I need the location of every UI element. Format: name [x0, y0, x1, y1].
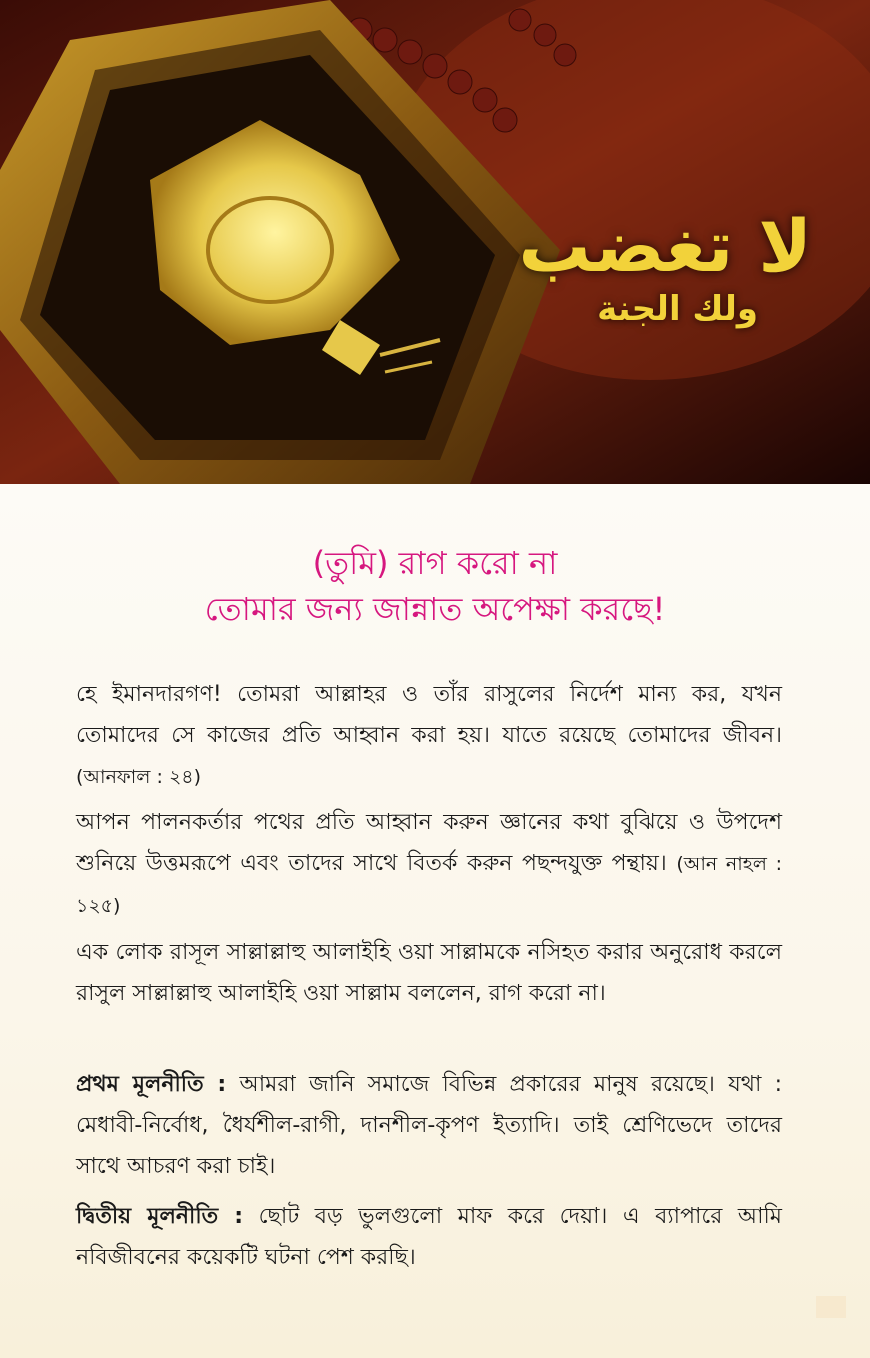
paragraph-1-text: হে ইমানদারগণ! তোমরা আল্লাহর ও তাঁর রাসুলের নির্দেশ মান্য কর, যখন তোমাদের সে কাজের প্রতি আহ্বান করা হয়। যাতে রয়েছে তোমাদের জীবন।: [76, 682, 782, 748]
text-page: [0, 484, 870, 1358]
heading-line-1: (তুমি) রাগ করো না: [312, 544, 558, 582]
paragraph-1: [76, 674, 782, 798]
paragraph-3-text: এক লোক রাসূল সাল্লাল্লাহু আলাইহি ওয়া সাল্লামকে নসিহত করার অনুরোধ করলে রাসুল সাল্লাল্লাহু আলাইহি ওয়া সাল্লাম বললেন, রাগ করো না।: [76, 940, 782, 1006]
arabic-title: لا تغضب: [518, 204, 812, 288]
principle-2-text: ছোট বড় ভুলগুলো মাফ করে দেয়া। এ ব্যাপারে আমি নবিজীবনের কয়েকটি ঘটনা পেশ করছি।: [76, 1204, 782, 1270]
principle-1-label: প্রথম মূলনীতি :: [76, 1072, 227, 1097]
paragraph-1-reference: (আনফাল : ২৪): [76, 766, 202, 788]
heading-line-2: তোমার জন্য জান্নাত অপেক্ষা করছে!: [204, 590, 666, 628]
principle-2-label: দ্বিতীয় মূলনীতি :: [76, 1204, 244, 1229]
arabic-subtitle: ولك الجنة: [597, 289, 758, 329]
paragraph-3: [76, 932, 782, 1014]
paragraph-2-reference: (আন নাহল : ১২৫): [76, 853, 782, 917]
page-stain: [816, 1296, 846, 1318]
paragraph-2: [76, 802, 782, 927]
paragraph-2-text: আপন পালনকর্তার পথের প্রতি আহ্বান করুন জ্ঞানের কথা বুঝিয়ে ও উপদেশ শুনিয়ে উত্তমরূপে এবং তাদের সাথে বিতর্ক করুন পছন্দযুক্ত পন্থায়।: [76, 810, 782, 876]
principle-1-text: আমরা জানি সমাজে বিভিন্ন প্রকারের মানুষ রয়েছে। যথা : মেধাবী-নির্বোধ, ধৈর্যশীল-রাগী, দানশীল-কৃপণ ইত্যাদি। তাই শ্রেণিভেদে তাদের সাথে আচরণ করা চাই।: [76, 1072, 782, 1179]
principle-1: [76, 1064, 782, 1187]
cover-image: [0, 0, 870, 484]
principle-2: [76, 1196, 782, 1278]
